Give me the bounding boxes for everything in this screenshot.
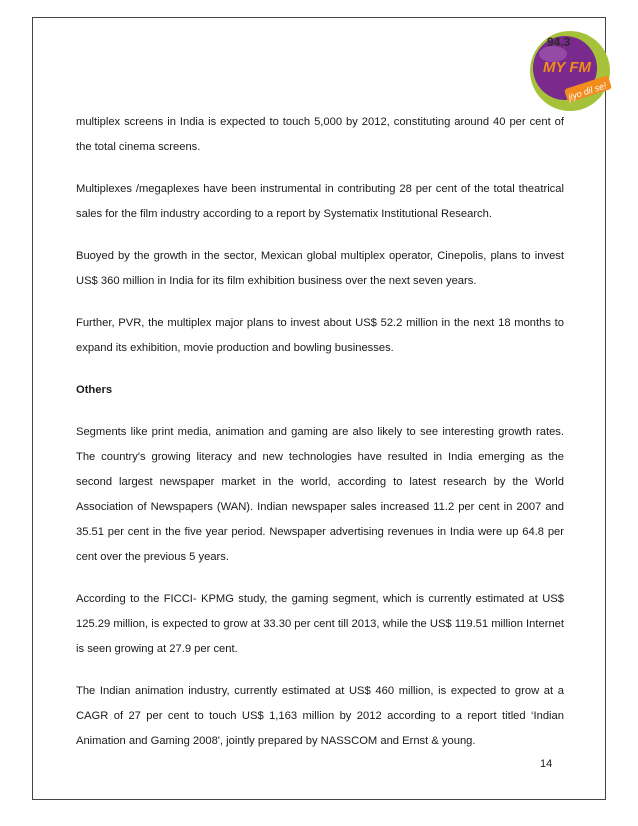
- paragraph-gaming: According to the FICCI- KPMG study, the gaming segment, which is currently estimated at US$ 125.29 million, is expected to grow at 33.30 per cent till 2013, while the US$ 119.51 million Internet is seen growing at 27.9 per cent.: [76, 593, 564, 655]
- logo-brand: MY FM: [543, 59, 592, 76]
- paragraph-pvr: Further, PVR, the multiplex major plans to invest about US$ 52.2 million in the next 18 months to expand its exhibition, movie production and bowling businesses.: [76, 317, 564, 354]
- paragraph-multiplex-sales: Multiplexes /megaplexes have been instrumental in contributing 28 per cent of the total theatrical sales for the film industry according to a report by Systematix Institutional Research.: [76, 183, 564, 220]
- logo-frequency: 94.3: [547, 35, 571, 49]
- radio-station-logo: [525, 24, 615, 118]
- paragraph-multiplex-screens: multiplex screens in India is expected to touch 5,000 by 2012, constituting around 40 per cent of the total cinema screens.: [76, 116, 564, 153]
- paragraph-print-media: Segments like print media, animation and gaming are also likely to see interesting growth rates. The country's growing literacy and new technologies have resulted in India emerging as the second largest newspaper market in the world, according to latest research by the World Association of Newspapers (WAN). Indian newspaper sales increased 11.2 per cent in 2007 and 35.51 per cent in the five year period. Newspaper advertising revenues in India were up 64.8 per cent over the previous 5 years.: [76, 426, 564, 563]
- section-heading-others: Others: [76, 384, 113, 396]
- logo-tagline: jiyo dil se!: [567, 80, 608, 103]
- paragraph-animation: The Indian animation industry, currently estimated at US$ 460 million, is expected to grow at a CAGR of 27 per cent to touch US$ 1,163 million by 2012 according to a report titled ‘Indian Animation and Gaming 2008', jointly prepared by NASSCOM and Ernst & young.: [76, 685, 564, 747]
- page-number: 14: [540, 758, 553, 770]
- paragraph-cinepolis: Buoyed by the growth in the sector, Mexican global multiplex operator, Cinepolis, plans to invest US$ 360 million in India for its film exhibition business over the next seven years.: [76, 250, 564, 287]
- document-body: [76, 110, 564, 771]
